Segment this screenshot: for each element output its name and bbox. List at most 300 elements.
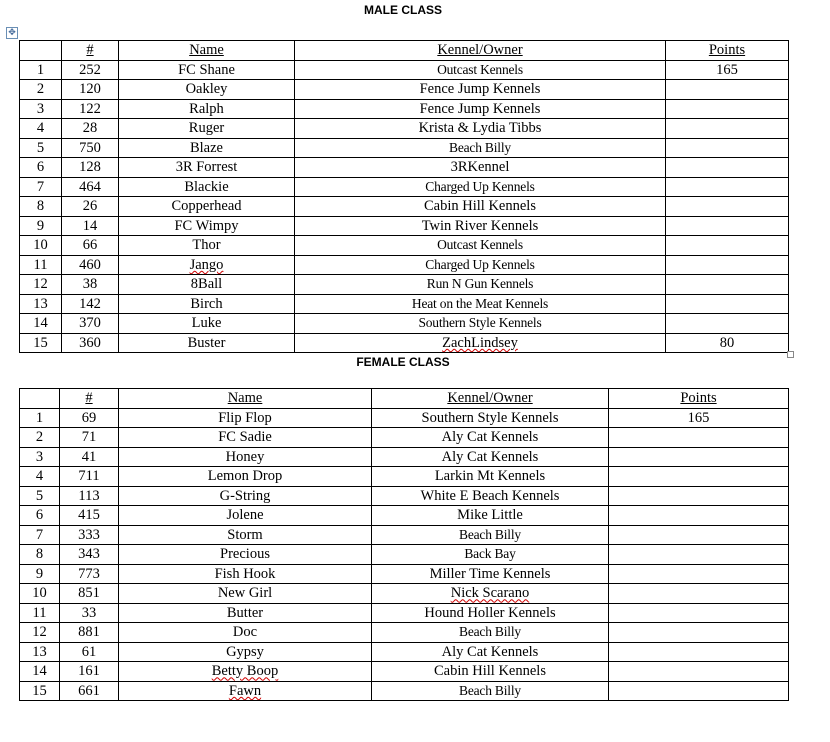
dog-number-text: 464 [79, 178, 101, 195]
table-row [20, 525, 789, 545]
placing-text: 13 [33, 295, 48, 312]
placing-text: 8 [36, 198, 45, 215]
kennel-owner-cell [372, 603, 609, 623]
dog-name-text: Oakley [185, 81, 228, 98]
dog-name-cell [119, 80, 295, 100]
kennel-owner-text: Beach Billy [449, 139, 511, 155]
dog-name-cell [119, 545, 372, 565]
points-cell [666, 216, 789, 236]
placing-header [20, 389, 60, 409]
placing-header [20, 41, 62, 61]
kennel-owner-cell [295, 255, 666, 275]
placing-text: 15 [33, 334, 48, 351]
placing-text: 10 [32, 585, 47, 602]
placing-cell [20, 177, 62, 197]
dog-number-cell [60, 603, 119, 623]
dog-number-cell [62, 314, 119, 334]
table-row [20, 314, 789, 334]
dog-name-cell [119, 467, 372, 487]
dog-name-cell [119, 197, 295, 217]
points-cell [666, 138, 789, 158]
placing-cell [20, 447, 60, 467]
placing-cell [20, 467, 60, 487]
points-cell [609, 564, 789, 584]
dog-number-text: 113 [78, 487, 100, 504]
dog-number-cell [62, 236, 119, 256]
table-move-handle-icon[interactable]: ✥ [6, 27, 18, 39]
placing-text: 8 [35, 546, 44, 563]
dog-number-text: 38 [82, 276, 98, 293]
table-row [20, 138, 789, 158]
dog-number-cell [60, 486, 119, 506]
dog-name-text: Luke [191, 315, 222, 332]
kennel-owner-cell [295, 236, 666, 256]
placing-cell [20, 525, 60, 545]
dog-number-cell [62, 80, 119, 100]
kennel-owner-cell [295, 275, 666, 295]
dog-name-cell [119, 662, 372, 682]
kennel-owner-text: Nick Scarano [450, 585, 530, 602]
placing-cell [20, 564, 60, 584]
placing-cell [20, 603, 60, 623]
placing-text: 3 [36, 100, 45, 117]
points-cell [609, 467, 789, 487]
dog-number-text: 61 [81, 643, 97, 660]
kennel-owner-text: Miller Time Kennels [429, 565, 551, 582]
dog-number-cell [60, 642, 119, 662]
placing-cell [20, 408, 60, 428]
kennel-owner-text: Run N Gun Kennels [426, 276, 534, 292]
dog-number-cell [62, 119, 119, 139]
dog-name-text: Butter [226, 604, 264, 621]
table-row [20, 662, 789, 682]
dog-number-cell [60, 447, 119, 467]
dog-number-cell [60, 506, 119, 526]
points-cell [666, 177, 789, 197]
kennel-owner-text: 3RKennel [450, 159, 510, 176]
placing-text: 11 [32, 604, 47, 621]
placing-cell [20, 216, 62, 236]
dog-number-text: 122 [79, 100, 101, 117]
points-cell [609, 642, 789, 662]
table-row [20, 255, 789, 275]
table-row [20, 642, 789, 662]
placing-cell [20, 80, 62, 100]
dog-name-text: Ralph [189, 100, 224, 117]
points-text: 165 [716, 61, 738, 78]
table-row [20, 236, 789, 256]
table-row [20, 584, 789, 604]
kennel-owner-text: Twin River Kennels [421, 217, 539, 234]
kennel-owner-cell [372, 623, 609, 643]
table-header-row [20, 41, 789, 61]
dog-number-text: 750 [79, 139, 101, 156]
points-cell [666, 99, 789, 119]
points-header: Points [609, 389, 789, 409]
male-class-table [19, 40, 789, 353]
dog-name-text: Ruger [188, 120, 225, 137]
dog-name-cell [119, 447, 372, 467]
points-cell [609, 681, 789, 701]
table-row [20, 216, 789, 236]
placing-text: 15 [32, 682, 47, 699]
table-row [20, 119, 789, 139]
dog-number-text: 26 [82, 198, 98, 215]
kennel-owner-cell [295, 177, 666, 197]
placing-cell [20, 158, 62, 178]
placing-cell [20, 428, 60, 448]
kennel-owner-text: Aly Cat Kennels [441, 429, 539, 446]
name-header: Name [119, 389, 372, 409]
kennel-owner-text: ZachLindsey [442, 334, 518, 351]
placing-cell [20, 333, 62, 353]
dog-number-cell [62, 333, 119, 353]
number-header: # [60, 389, 119, 409]
kennel-owner-cell [372, 584, 609, 604]
dog-name-cell [119, 564, 372, 584]
placing-cell [20, 662, 60, 682]
dog-name-cell [119, 216, 295, 236]
placing-text: 4 [35, 468, 44, 485]
placing-text: 14 [32, 663, 47, 680]
placing-cell [20, 119, 62, 139]
points-cell [666, 80, 789, 100]
kennel-owner-header: Kennel/Owner [372, 389, 609, 409]
placing-cell [20, 314, 62, 334]
kennel-owner-text: Fence Jump Kennels [419, 100, 541, 117]
dog-number-cell [60, 564, 119, 584]
kennel-owner-cell [295, 99, 666, 119]
placing-cell [20, 506, 60, 526]
points-cell [609, 623, 789, 643]
kennel-owner-cell [372, 506, 609, 526]
kennel-owner-cell [295, 197, 666, 217]
kennel-owner-cell [295, 216, 666, 236]
kennel-owner-text: White E Beach Kennels [420, 487, 560, 504]
dog-number-text: 161 [78, 663, 100, 680]
kennel-owner-cell [295, 80, 666, 100]
dog-name-text: 8Ball [190, 276, 223, 293]
dog-name-cell [119, 138, 295, 158]
placing-text: 13 [32, 643, 47, 660]
dog-name-text: G-String [219, 487, 271, 504]
kennel-owner-cell [372, 681, 609, 701]
kennel-owner-cell [295, 314, 666, 334]
table-row [20, 545, 789, 565]
dog-name-cell [119, 333, 295, 353]
kennel-owner-text: Aly Cat Kennels [441, 643, 539, 660]
dog-number-cell [62, 99, 119, 119]
dog-name-text: 3R Forrest [175, 159, 238, 176]
placing-text: 5 [36, 139, 45, 156]
dog-number-text: 333 [78, 526, 100, 543]
points-text: 165 [687, 409, 710, 426]
points-cell [666, 158, 789, 178]
kennel-owner-text: Larkin Mt Kennels [434, 468, 546, 485]
dog-name-cell [119, 158, 295, 178]
kennel-owner-cell [295, 158, 666, 178]
dog-number-cell [60, 681, 119, 701]
table-row [20, 681, 789, 701]
kennel-owner-text: Beach Billy [459, 682, 521, 698]
dog-name-text: Honey [225, 448, 265, 465]
dog-number-cell [60, 662, 119, 682]
dog-name-text: Doc [232, 624, 258, 641]
dog-name-cell [119, 525, 372, 545]
table-row [20, 158, 789, 178]
dog-number-text: 128 [79, 159, 101, 176]
kennel-owner-cell [372, 545, 609, 565]
points-cell [609, 506, 789, 526]
points-cell [666, 333, 789, 353]
dog-name-cell [119, 408, 372, 428]
table-row [20, 275, 789, 295]
dog-name-cell [119, 584, 372, 604]
points-cell [609, 603, 789, 623]
name-header: Name [119, 41, 295, 61]
kennel-owner-cell [372, 447, 609, 467]
placing-text: 5 [35, 487, 44, 504]
dog-number-text: 142 [79, 295, 101, 312]
points-cell [609, 584, 789, 604]
placing-text: 12 [32, 624, 47, 641]
kennel-owner-text: Charged Up Kennels [425, 178, 535, 194]
dog-name-cell [119, 314, 295, 334]
kennel-owner-text: Mike Little [457, 507, 523, 524]
table-row [20, 177, 789, 197]
kennel-owner-cell [372, 408, 609, 428]
dog-name-text: Jolene [226, 507, 264, 524]
placing-cell [20, 623, 60, 643]
table-row [20, 506, 789, 526]
points-header: Points [666, 41, 789, 61]
dog-name-cell [119, 428, 372, 448]
dog-number-cell [62, 158, 119, 178]
dog-name-cell [119, 506, 372, 526]
dog-name-text: Blackie [184, 178, 229, 195]
kennel-owner-text: Hound Holler Kennels [424, 604, 556, 621]
dog-name-cell [119, 60, 295, 80]
number-header: # [62, 41, 119, 61]
dog-number-text: 28 [82, 120, 98, 137]
points-text: 80 [719, 334, 735, 351]
dog-name-text: Blaze [189, 139, 223, 156]
placing-cell [20, 294, 62, 314]
placing-text: 2 [35, 429, 44, 446]
placing-cell [20, 255, 62, 275]
placing-text: 7 [35, 526, 44, 543]
dog-name-cell [119, 623, 372, 643]
kennel-owner-header: Kennel/Owner [295, 41, 666, 61]
kennel-owner-cell [372, 428, 609, 448]
points-cell [609, 486, 789, 506]
dog-number-cell [60, 545, 119, 565]
table-header-row [20, 389, 789, 409]
points-cell [609, 447, 789, 467]
placing-text: 3 [35, 448, 44, 465]
points-cell [666, 197, 789, 217]
kennel-owner-text: Charged Up Kennels [425, 256, 535, 272]
placing-text: 6 [35, 507, 44, 524]
placing-cell [20, 275, 62, 295]
table-row [20, 564, 789, 584]
dog-number-text: 252 [79, 61, 101, 78]
kennel-owner-cell [372, 662, 609, 682]
placing-cell [20, 584, 60, 604]
dog-name-cell [119, 681, 372, 701]
table-row [20, 623, 789, 643]
dog-name-cell [119, 119, 295, 139]
kennel-owner-text: Cabin Hill Kennels [434, 663, 546, 680]
dog-name-text: FC Wimpy [174, 217, 239, 234]
dog-name-cell [119, 236, 295, 256]
table-row [20, 80, 789, 100]
points-cell [666, 275, 789, 295]
kennel-owner-text: Southern Style Kennels [421, 409, 559, 426]
dog-number-text: 370 [79, 315, 101, 332]
dog-number-text: 120 [79, 81, 101, 98]
placing-text: 12 [33, 276, 48, 293]
dog-name-cell [119, 255, 295, 275]
female-class-table [19, 388, 789, 701]
dog-number-text: 773 [78, 565, 100, 582]
dog-number-cell [60, 525, 119, 545]
placing-text: 2 [36, 81, 45, 98]
placing-cell [20, 486, 60, 506]
dog-name-text: Thor [192, 237, 221, 254]
placing-text: 4 [36, 120, 45, 137]
dog-name-cell [119, 642, 372, 662]
points-cell [666, 314, 789, 334]
points-cell [609, 545, 789, 565]
dog-name-text: Fish Hook [214, 565, 276, 582]
points-cell [666, 60, 789, 80]
dog-number-text: 69 [81, 409, 97, 426]
kennel-owner-text: Back Bay [464, 546, 516, 562]
dog-name-text: Fawn [228, 682, 262, 699]
kennel-owner-cell [295, 333, 666, 353]
dog-name-cell [119, 275, 295, 295]
dog-name-text: FC Shane [178, 61, 235, 78]
dog-number-text: 33 [81, 604, 97, 621]
table-row [20, 428, 789, 448]
placing-cell [20, 681, 60, 701]
dog-name-text: Buster [187, 334, 226, 351]
kennel-owner-cell [372, 642, 609, 662]
placing-text: 9 [35, 565, 44, 582]
placing-cell [20, 545, 60, 565]
kennel-owner-cell [372, 486, 609, 506]
table-row [20, 333, 789, 353]
kennel-owner-text: Aly Cat Kennels [441, 448, 539, 465]
points-cell [666, 119, 789, 139]
dog-number-text: 711 [78, 468, 100, 485]
dog-name-cell [119, 486, 372, 506]
dog-number-text: 41 [81, 448, 97, 465]
placing-text: 1 [35, 409, 44, 426]
table-row [20, 467, 789, 487]
placing-cell [20, 642, 60, 662]
dog-number-cell [60, 623, 119, 643]
dog-number-cell [62, 60, 119, 80]
points-cell [666, 236, 789, 256]
dog-number-text: 71 [81, 429, 97, 446]
table-row [20, 99, 789, 119]
placing-text: 9 [36, 217, 45, 234]
male-class-title: MALE CLASS [364, 3, 442, 17]
kennel-owner-cell [372, 467, 609, 487]
kennel-owner-text: Cabin Hill Kennels [424, 198, 536, 215]
dog-name-text: Copperhead [171, 198, 242, 215]
placing-text: 14 [33, 315, 48, 332]
placing-text: 11 [33, 256, 48, 273]
points-cell [609, 428, 789, 448]
dog-number-cell [62, 177, 119, 197]
points-cell [666, 255, 789, 275]
table-row [20, 294, 789, 314]
dog-number-text: 360 [79, 334, 101, 351]
dog-name-text: FC Sadie [218, 429, 272, 446]
placing-cell [20, 197, 62, 217]
placing-cell [20, 236, 62, 256]
dog-number-text: 661 [78, 682, 100, 699]
placing-text: 1 [36, 61, 45, 78]
table-row [20, 603, 789, 623]
kennel-owner-text: Outcast Kennels [437, 237, 523, 253]
kennel-owner-cell [295, 119, 666, 139]
dog-number-text: 66 [82, 237, 98, 254]
dog-name-text: Flip Flop [218, 409, 272, 426]
dog-name-cell [119, 603, 372, 623]
kennel-owner-cell [295, 60, 666, 80]
dog-name-text: Gypsy [226, 643, 264, 660]
dog-number-text: 14 [82, 217, 98, 234]
dog-name-text: Jango [189, 256, 224, 273]
dog-number-cell [62, 275, 119, 295]
kennel-owner-text: Southern Style Kennels [418, 315, 542, 331]
placing-cell [20, 60, 62, 80]
points-cell [609, 408, 789, 428]
female-class-title: FEMALE CLASS [356, 355, 450, 369]
kennel-owner-cell [372, 525, 609, 545]
kennel-owner-text: Beach Billy [459, 624, 521, 640]
dog-number-cell [60, 584, 119, 604]
kennel-owner-text: Heat on the Meat Kennels [411, 295, 549, 311]
dog-number-cell [62, 197, 119, 217]
dog-name-text: Lemon Drop [207, 468, 283, 485]
kennel-owner-text: Krista & Lydia Tibbs [418, 120, 542, 137]
dog-name-text: Storm [227, 526, 263, 543]
table-row [20, 197, 789, 217]
table-row [20, 60, 789, 80]
dog-name-cell [119, 177, 295, 197]
placing-text: 6 [36, 159, 45, 176]
dog-number-cell [62, 255, 119, 275]
points-cell [609, 662, 789, 682]
placing-text: 10 [33, 237, 48, 254]
dog-name-cell [119, 99, 295, 119]
kennel-owner-text: Outcast Kennels [437, 61, 523, 77]
kennel-owner-cell [372, 564, 609, 584]
dog-number-cell [60, 467, 119, 487]
dog-number-text: 851 [78, 585, 100, 602]
dog-number-text: 343 [78, 546, 100, 563]
kennel-owner-cell [295, 138, 666, 158]
dog-name-cell [119, 294, 295, 314]
dog-name-text: Betty Boop [211, 663, 279, 680]
dog-number-cell [62, 216, 119, 236]
placing-text: 7 [36, 178, 45, 195]
